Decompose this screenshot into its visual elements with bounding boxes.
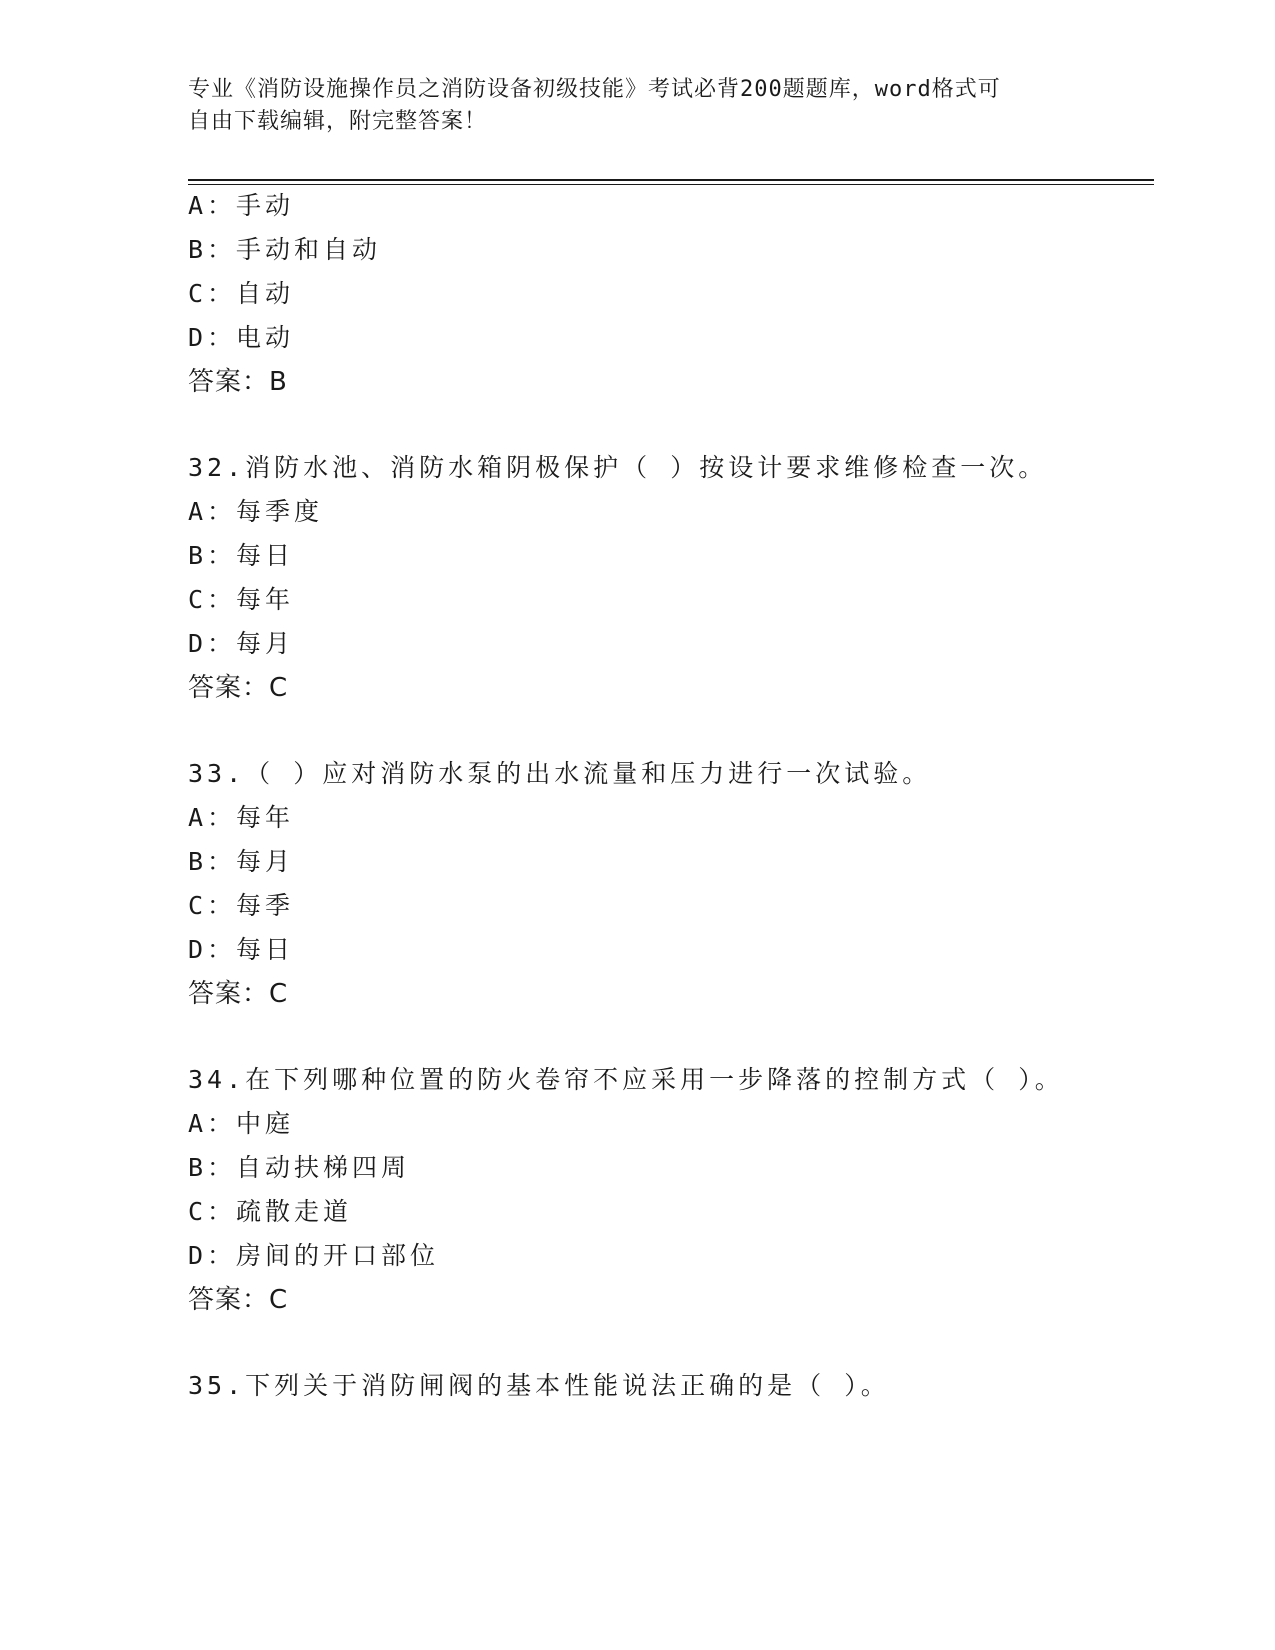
q33-option-b: B：每月 [188, 847, 295, 876]
header-line-2: 自由下载编辑，附完整答案！ [188, 109, 488, 134]
q33-option-a: A：每年 [188, 803, 295, 832]
q31-option-a: A：手动 [188, 191, 295, 220]
header-divider-thin [188, 184, 1154, 185]
q34-option-c: C：疏散走道 [188, 1197, 353, 1226]
header-line-1: 专业《消防设施操作员之消防设备初级技能》考试必背200题题库，word格式可 [188, 77, 1001, 102]
q35-question: 35.下列关于消防闸阀的基本性能说法正确的是（ ）。 [188, 1371, 890, 1400]
q31-option-d: D：电动 [188, 323, 295, 352]
q32-question: 32.消防水池、消防水箱阴极保护（ ）按设计要求维修检查一次。 [188, 453, 1048, 482]
q32-option-a: A：每季度 [188, 497, 324, 526]
q34-answer: 答案：C [188, 1285, 289, 1315]
q32-option-b: B：每日 [188, 541, 295, 570]
document-header [188, 74, 1088, 138]
q32-option-c: C：每年 [188, 585, 295, 614]
q34-option-a: A：中庭 [188, 1109, 295, 1138]
q33-option-c: C：每季 [188, 891, 295, 920]
q32-option-d: D：每月 [188, 629, 295, 658]
q33-answer: 答案：C [188, 979, 289, 1009]
q34-option-b: B：自动扶梯四周 [188, 1153, 411, 1182]
q33-question: 33.（ ）应对消防水泵的出水流量和压力进行一次试验。 [188, 759, 932, 788]
header-divider-thick [188, 179, 1154, 181]
q31-option-c: C：自动 [188, 279, 295, 308]
q31-option-b: B：手动和自动 [188, 235, 382, 264]
q33-option-d: D：每日 [188, 935, 295, 964]
q31-answer: 答案：B [188, 367, 288, 397]
q34-question: 34.在下列哪种位置的防火卷帘不应采用一步降落的控制方式（ ）。 [188, 1065, 1064, 1094]
q34-option-d: D：房间的开口部位 [188, 1241, 440, 1270]
q32-answer: 答案：C [188, 673, 289, 703]
